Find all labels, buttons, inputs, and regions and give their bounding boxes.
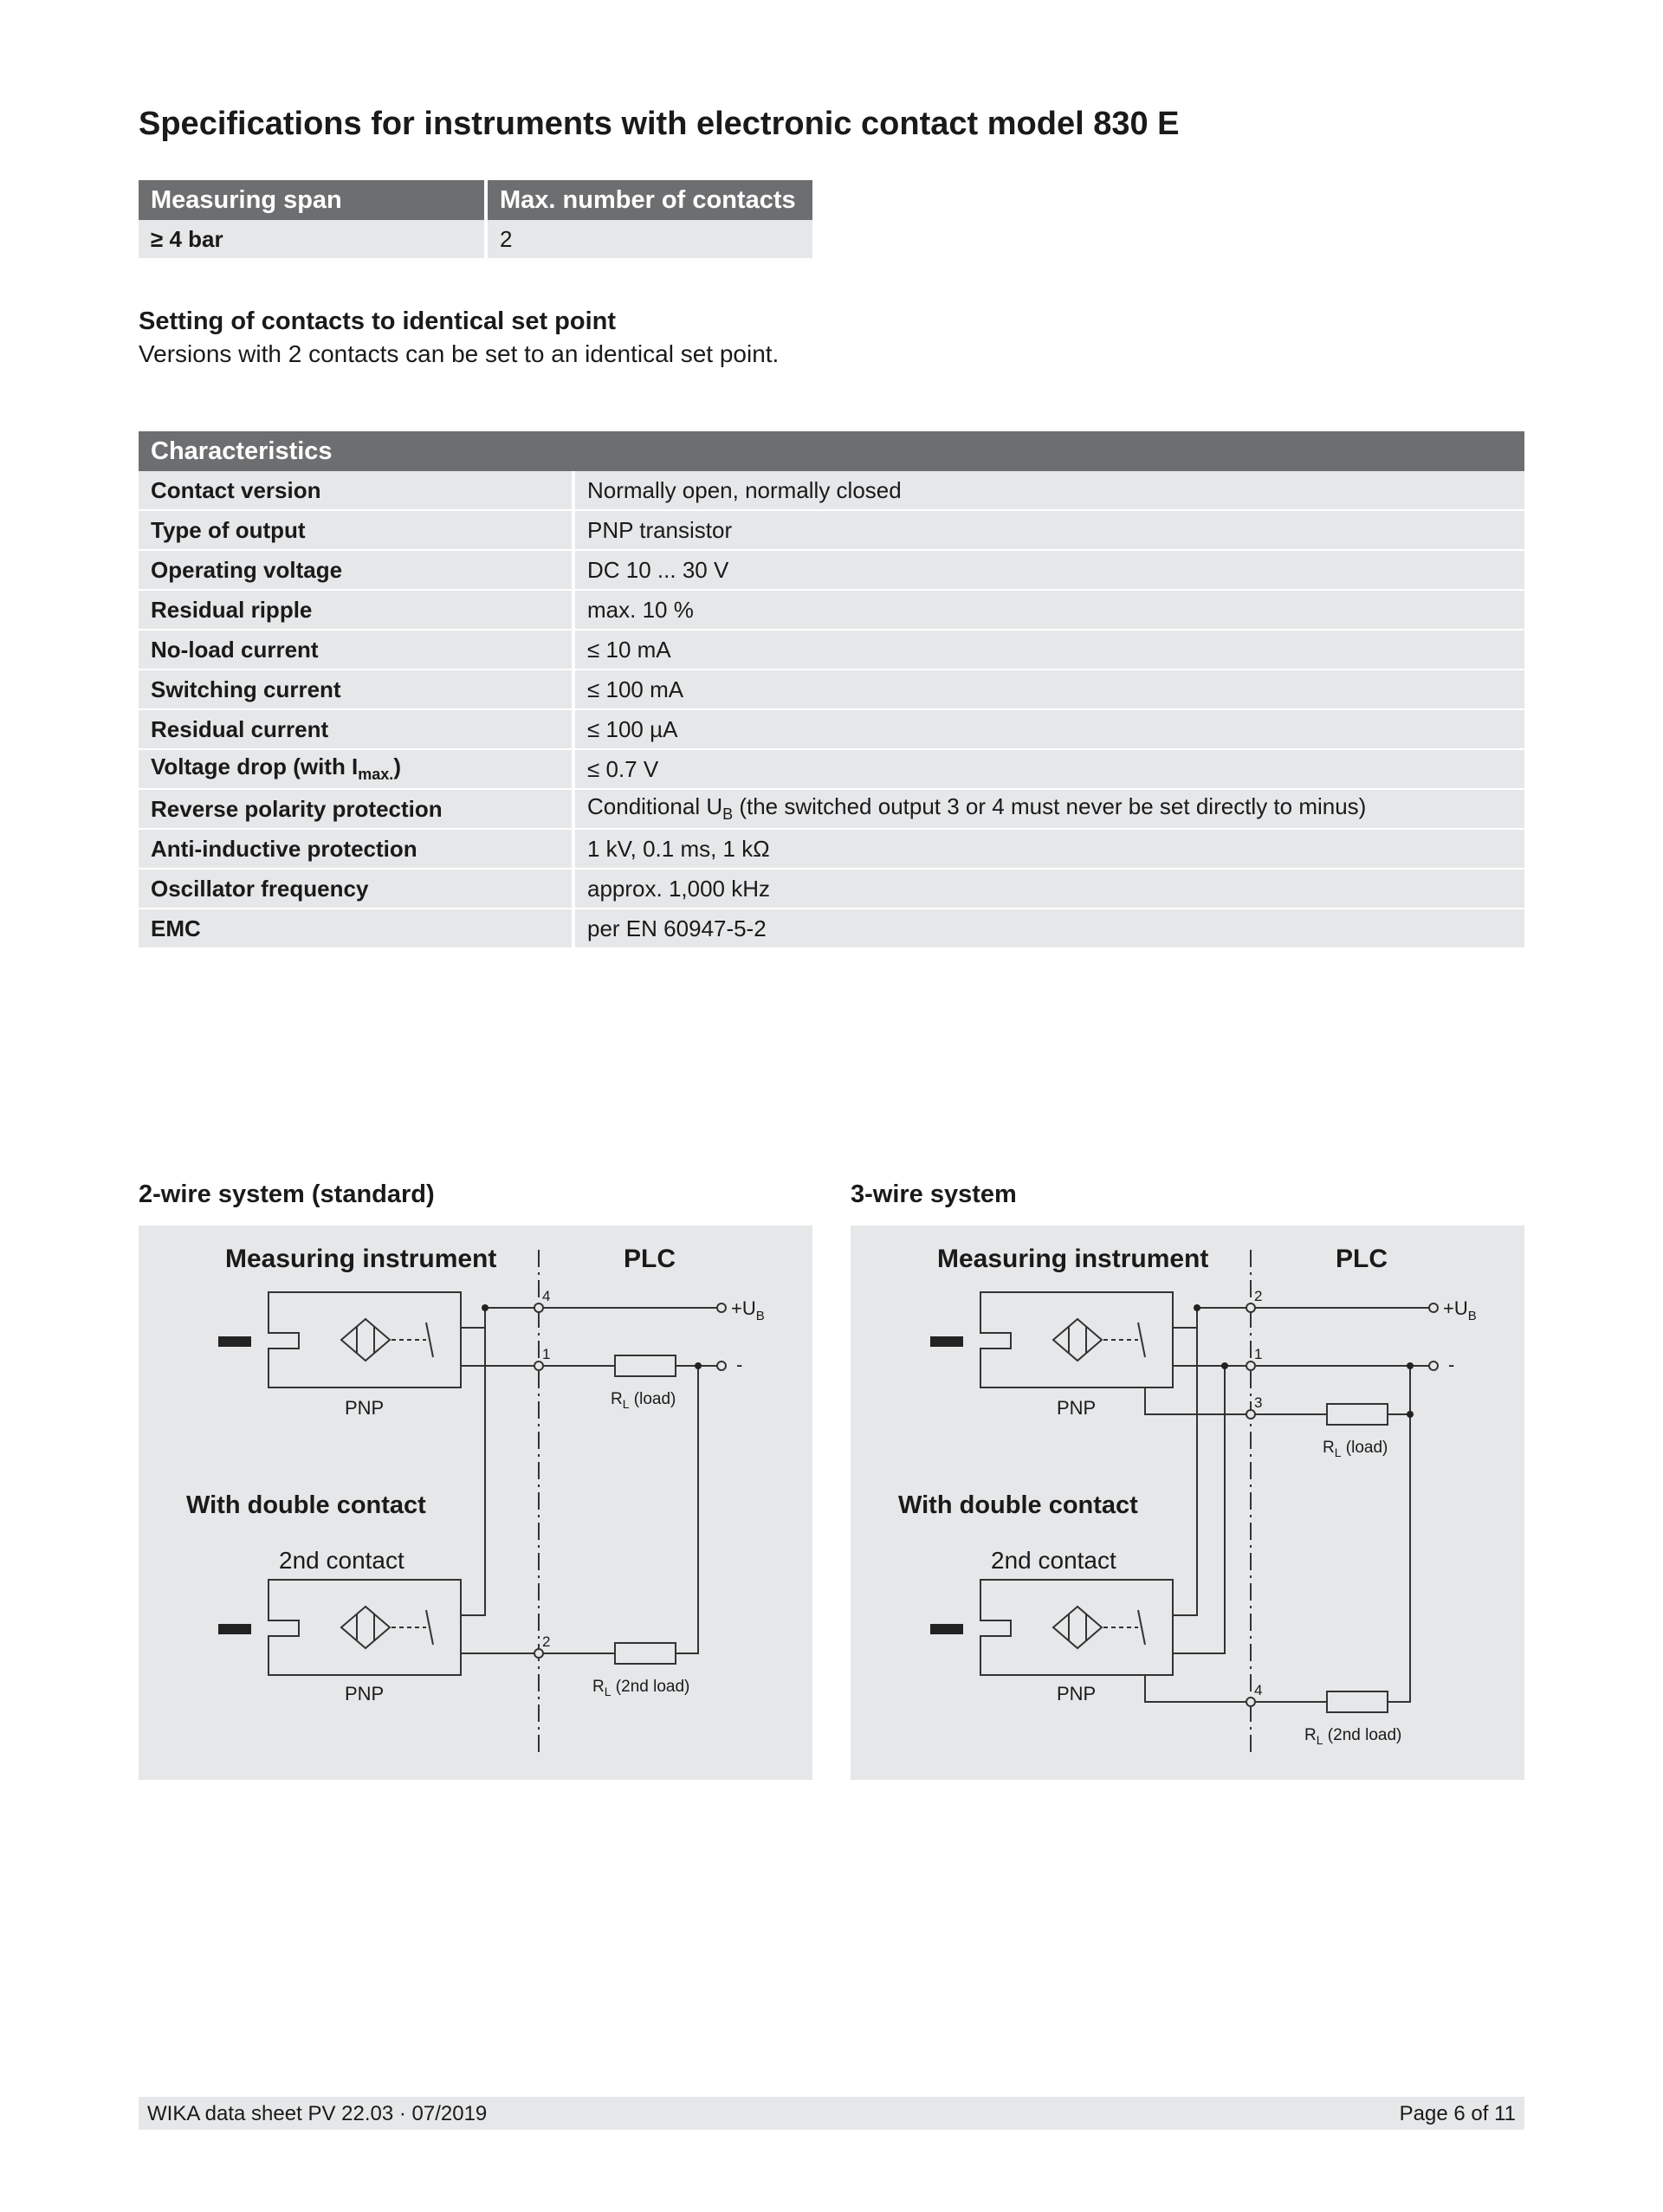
characteristic-name: EMC (139, 909, 575, 949)
characteristic-name: No-load current (139, 631, 575, 670)
contacts-header: Max. number of contacts (488, 180, 812, 220)
terminal-1-label: 1 (1254, 1346, 1263, 1362)
three-wire-diagram (851, 1226, 1524, 1780)
characteristic-name: Residual ripple (139, 591, 575, 631)
terminal-1-label: 1 (542, 1346, 551, 1362)
two-wire-title: 2-wire system (standard) (139, 1180, 435, 1208)
characteristic-value: ≤ 100 mA (575, 670, 1524, 710)
terminal-3-label: 3 (1254, 1394, 1263, 1411)
characteristics-row (139, 551, 1524, 591)
two-wire-diagram (139, 1226, 812, 1780)
pnp-label-2: PNP (345, 1683, 385, 1704)
sensor-bar-1 (218, 1336, 251, 1347)
characteristic-name: Reverse polarity protection (139, 790, 575, 830)
characteristics-row (139, 631, 1524, 670)
characteristics-row (139, 670, 1524, 710)
footer (139, 2097, 1524, 2130)
rl-2nd-load-label: $R_L$ (2nd load) (592, 1678, 690, 1698)
resistor-2nd-load (1327, 1691, 1388, 1712)
plc-label: PLC (1336, 1245, 1388, 1273)
characteristic-value: Normally open, normally closed (575, 471, 1524, 511)
contacts-value: 2 (488, 220, 812, 260)
span-header: Measuring span (139, 180, 488, 220)
sensor-bar-2 (930, 1624, 963, 1634)
pnp-label-1: PNP (1057, 1397, 1097, 1419)
span-table (139, 180, 812, 260)
sensor-bar-1 (930, 1336, 963, 1347)
characteristic-name: Switching current (139, 670, 575, 710)
double-contact-label: With double contact (186, 1491, 426, 1519)
characteristic-name: Oscillator frequency (139, 870, 575, 909)
footer-page-number: Page 6 of 11 (1399, 2102, 1516, 2125)
terminal-2-label: 2 (1254, 1288, 1263, 1304)
characteristics-row (139, 710, 1524, 750)
second-contact-label: 2nd contact (279, 1547, 404, 1574)
instrument-label: Measuring instrument (937, 1245, 1209, 1273)
ub-label: $+U_B$ (1443, 1297, 1477, 1323)
identical-heading: Setting of contacts to identical set point (139, 307, 617, 335)
ub-label: $+U_B$ (731, 1297, 765, 1323)
terminal-2-label: 2 (542, 1633, 551, 1650)
characteristic-value: PNP transistor (575, 511, 1524, 551)
characteristics-row (139, 511, 1524, 551)
resistor-load (615, 1355, 676, 1376)
characteristic-name: Voltage drop (with $I_{max.}$) (139, 750, 575, 790)
characteristic-value: per EN 60947-5-2 (575, 909, 1524, 949)
characteristics-row (139, 870, 1524, 909)
terminal-4-label: 4 (542, 1288, 551, 1304)
instrument-label: Measuring instrument (225, 1245, 497, 1273)
pnp-label-1: PNP (345, 1397, 385, 1419)
characteristic-name: Contact version (139, 471, 575, 511)
terminal-4 (1246, 1698, 1255, 1706)
characteristic-value: DC 10 ... 30 V (575, 551, 1524, 591)
characteristics-row (139, 471, 1524, 511)
identical-text: Versions with 2 contacts can be set to an identical set point. (139, 340, 780, 367)
terminal-3 (1246, 1410, 1255, 1419)
plc-label: PLC (624, 1245, 676, 1273)
rl-2nd-load-label: $R_L$ (2nd load) (1304, 1726, 1402, 1747)
characteristic-name: Anti-inductive protection (139, 830, 575, 870)
characteristic-value: approx. 1,000 kHz (575, 870, 1524, 909)
characteristics-row (139, 830, 1524, 870)
minus-label: - (736, 1354, 743, 1375)
terminal-2 (1246, 1303, 1255, 1312)
second-contact-label: 2nd contact (991, 1547, 1116, 1574)
characteristic-value: ≤ 10 mA (575, 631, 1524, 670)
minus-label: - (1448, 1354, 1455, 1375)
pnp-label-2: PNP (1057, 1683, 1097, 1704)
terminal-4-label: 4 (1254, 1682, 1263, 1698)
characteristic-name: Operating voltage (139, 551, 575, 591)
terminal-2 (534, 1649, 543, 1658)
double-contact-label: With double contact (898, 1491, 1138, 1519)
rl-load-label: $R_L$ (load) (1323, 1439, 1388, 1459)
footer-left: WIKA data sheet PV 22.03 · 07/2019 (147, 2102, 488, 2125)
characteristic-value: 1 kV, 0.1 ms, 1 kΩ (575, 830, 1524, 870)
characteristics-row (139, 591, 1524, 631)
characteristics-header: Characteristics (139, 431, 1524, 471)
sensor-bar-2 (218, 1624, 251, 1634)
terminal-1 (534, 1361, 543, 1370)
characteristic-name: Type of output (139, 511, 575, 551)
characteristic-name: Residual current (139, 710, 575, 750)
terminal-4 (534, 1303, 543, 1312)
characteristics-row (139, 790, 1524, 830)
rl-load-label: $R_L$ (load) (611, 1390, 676, 1411)
page-title: Specifications for instruments with electronic contact model 830 E (139, 106, 1180, 142)
characteristic-value: max. 10 % (575, 591, 1524, 631)
characteristic-value: Conditional $U_B$ (the switched output 3 or 4 must never be set directly to minus) (575, 790, 1524, 830)
span-value: ≥ 4 bar (139, 220, 488, 260)
resistor-2nd-load (615, 1643, 676, 1664)
characteristic-value: ≤ 100 µA (575, 710, 1524, 750)
resistor-load (1327, 1404, 1388, 1425)
characteristic-value: ≤ 0.7 V (575, 750, 1524, 790)
characteristics-row (139, 750, 1524, 790)
three-wire-title: 3-wire system (851, 1180, 1017, 1208)
characteristics-table (139, 431, 1524, 949)
terminal-1 (1246, 1361, 1255, 1370)
characteristics-row (139, 909, 1524, 949)
